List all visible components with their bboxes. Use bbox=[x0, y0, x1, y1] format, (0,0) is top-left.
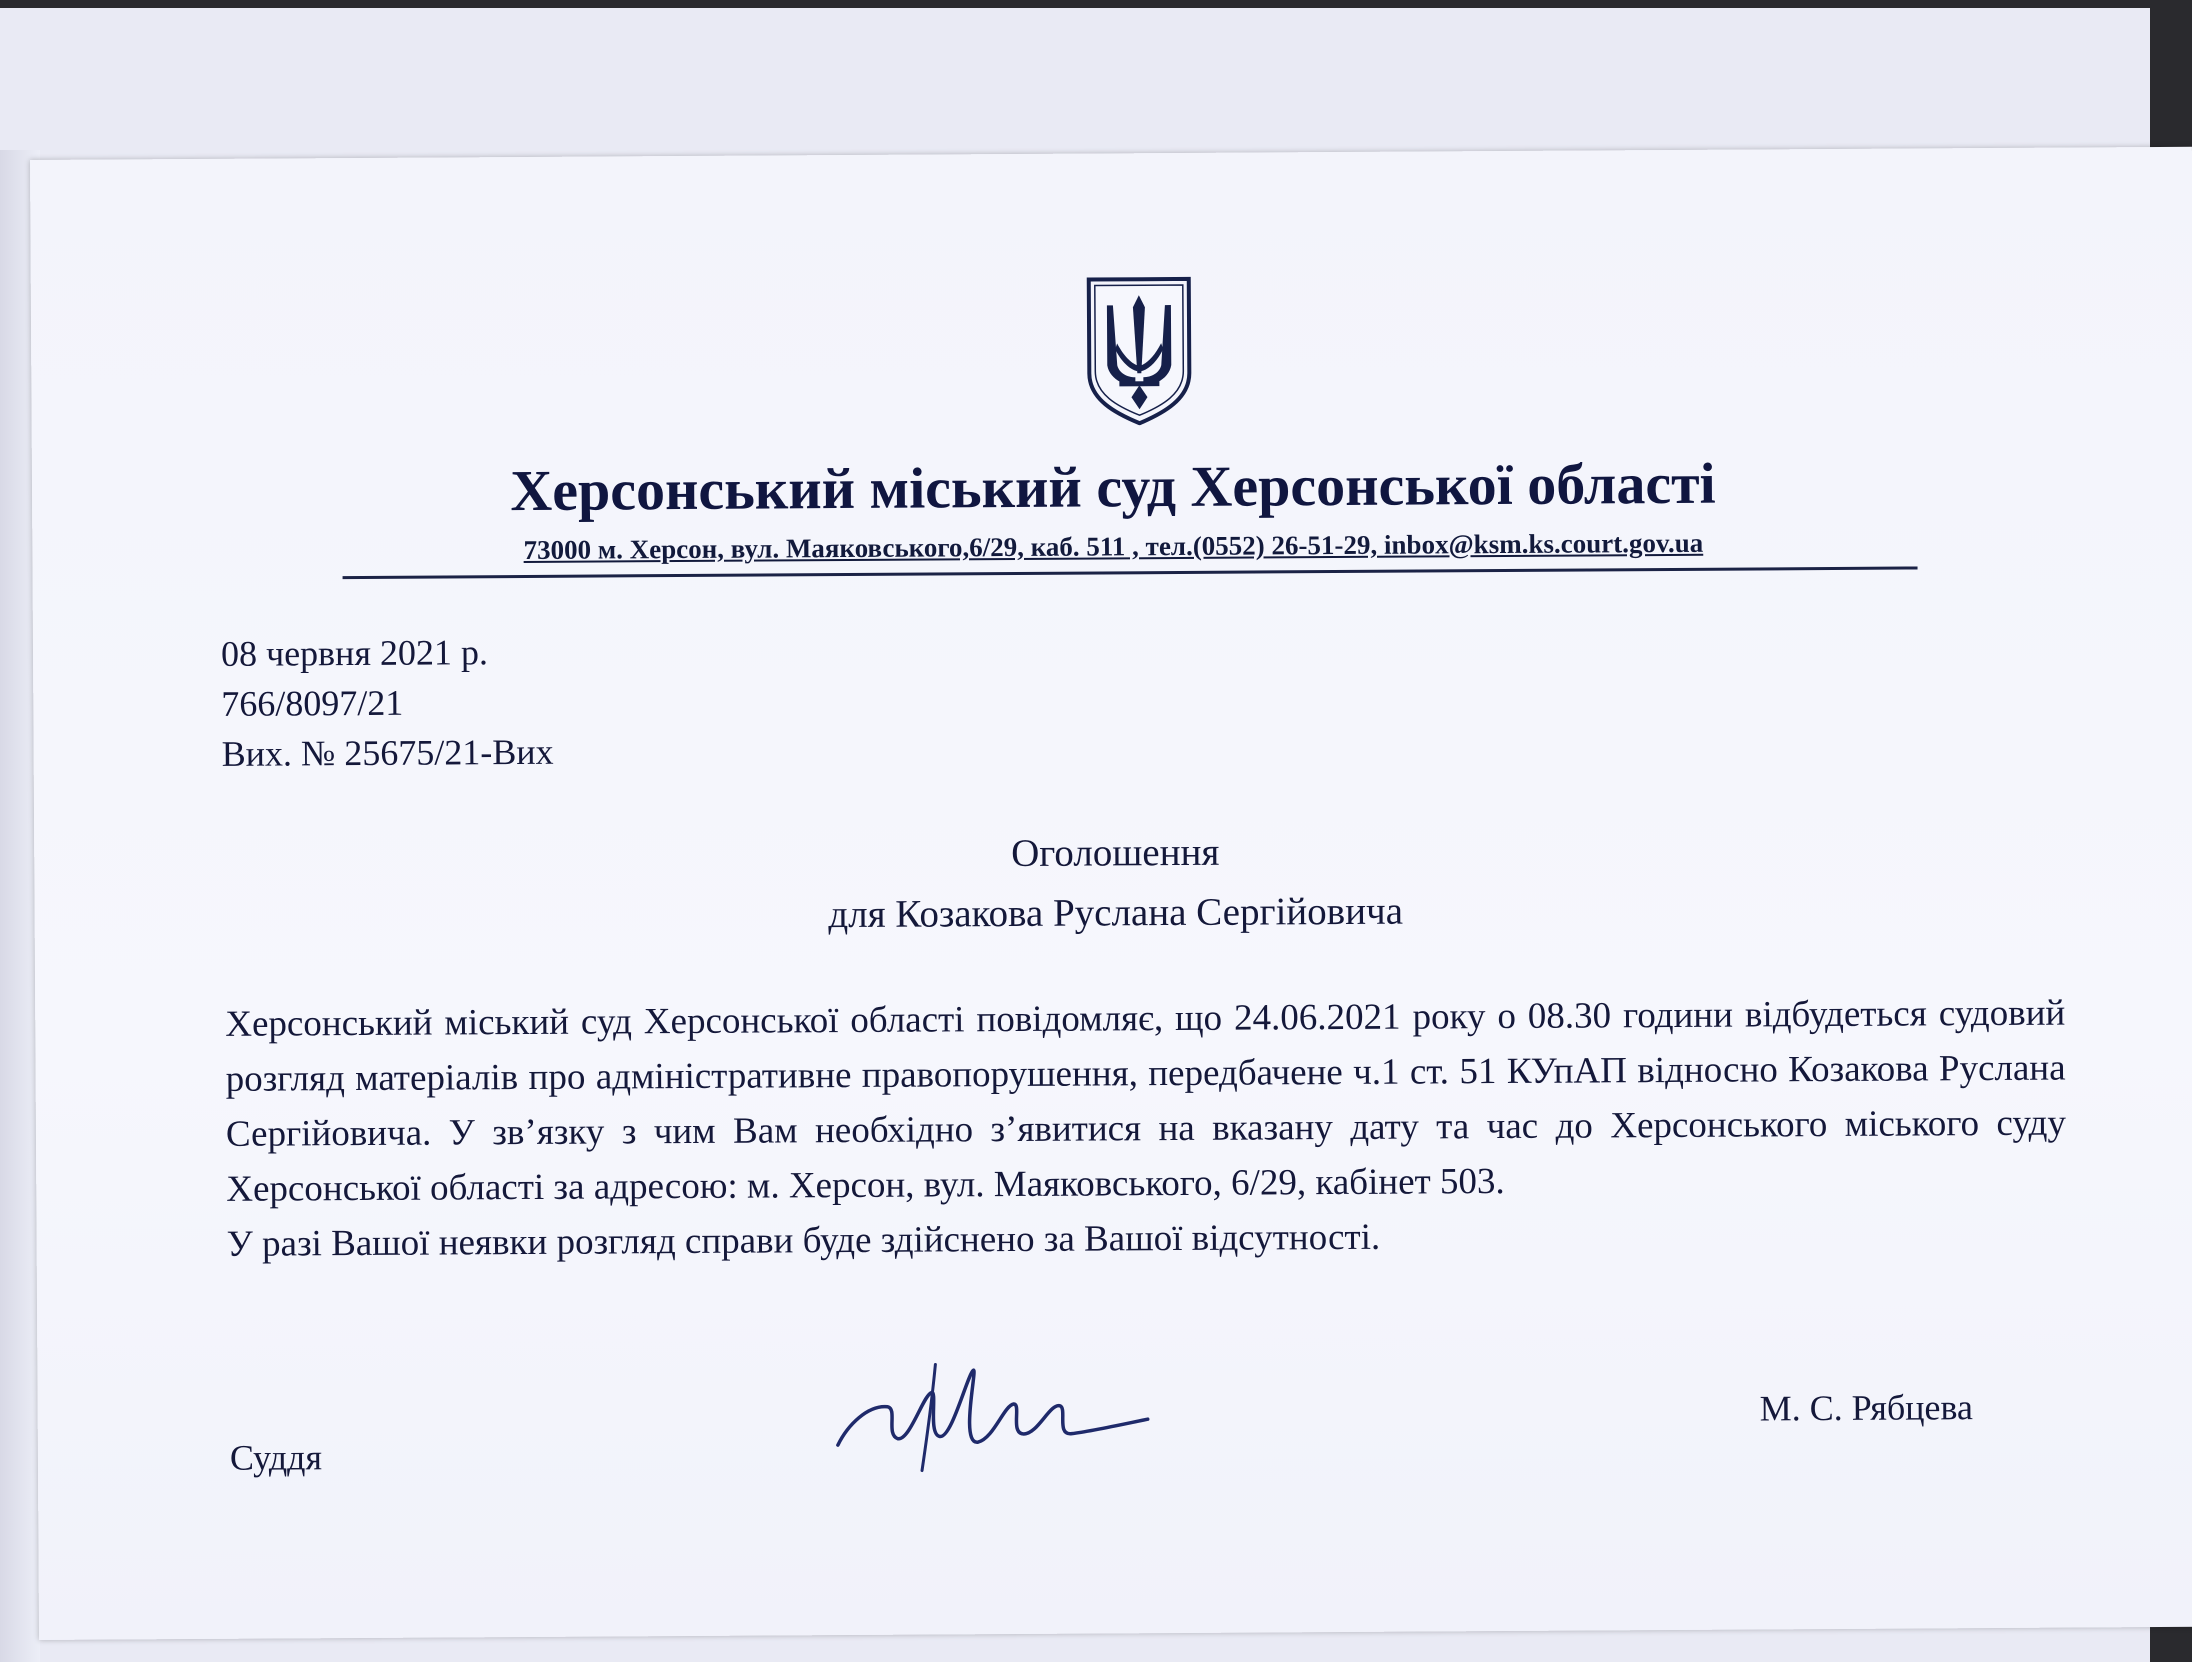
judge-name: М. С. Рябцева bbox=[1759, 1387, 1974, 1429]
trident-coat-of-arms-icon bbox=[1083, 273, 1196, 426]
notice-paragraph-main: Херсонський міський суд Херсонської області повідомляє, що 24.06.2021 року о 08.30 години відбудеться судовий розгляд матеріалів про адміністративне правопорушення, передбачене ч.1 ст. 51 КУпАП відносно Козакова Руслана Сергійовича. У зв’язку з чим Вам необхідно з’явитися на вказану дату та час до Херсонського міського суду Херсонської області за адресою: м. Херсон, вул. Маяковського, 6/29, кабінет 503. bbox=[225, 992, 2067, 1210]
handwritten-signature bbox=[827, 1333, 1158, 1475]
notice-title: Оголошення bbox=[1011, 830, 1220, 876]
court-address-line: 73000 м. Херсон, вул. Маяковського,6/29, каб. 511 , тел.(0552) 26-51-29, inbox@ksm.ks.court.gov.ua bbox=[523, 527, 1704, 565]
document-date: 08 червня 2021 р. bbox=[220, 632, 489, 674]
case-number: 766/8097/21 bbox=[221, 682, 404, 724]
document-meta bbox=[221, 627, 554, 779]
judge-role-label: Суддя bbox=[229, 1437, 323, 1478]
court-notice-document bbox=[30, 147, 2192, 1640]
header-divider bbox=[343, 566, 1918, 579]
notice-paragraph-warning: У разі Вашої неявки розгляд справи буде здійснено за Вашої відсутності. bbox=[226, 1216, 1381, 1265]
court-name-heading: Херсонський міський суд Херсонської області bbox=[510, 450, 1716, 524]
notice-body bbox=[225, 986, 2067, 1272]
outgoing-number: Вих. № 25675/21-Вих bbox=[221, 731, 554, 774]
notice-title-block bbox=[34, 817, 2192, 950]
notice-addressee: для Козакова Руслана Сергійовича bbox=[828, 889, 1404, 937]
